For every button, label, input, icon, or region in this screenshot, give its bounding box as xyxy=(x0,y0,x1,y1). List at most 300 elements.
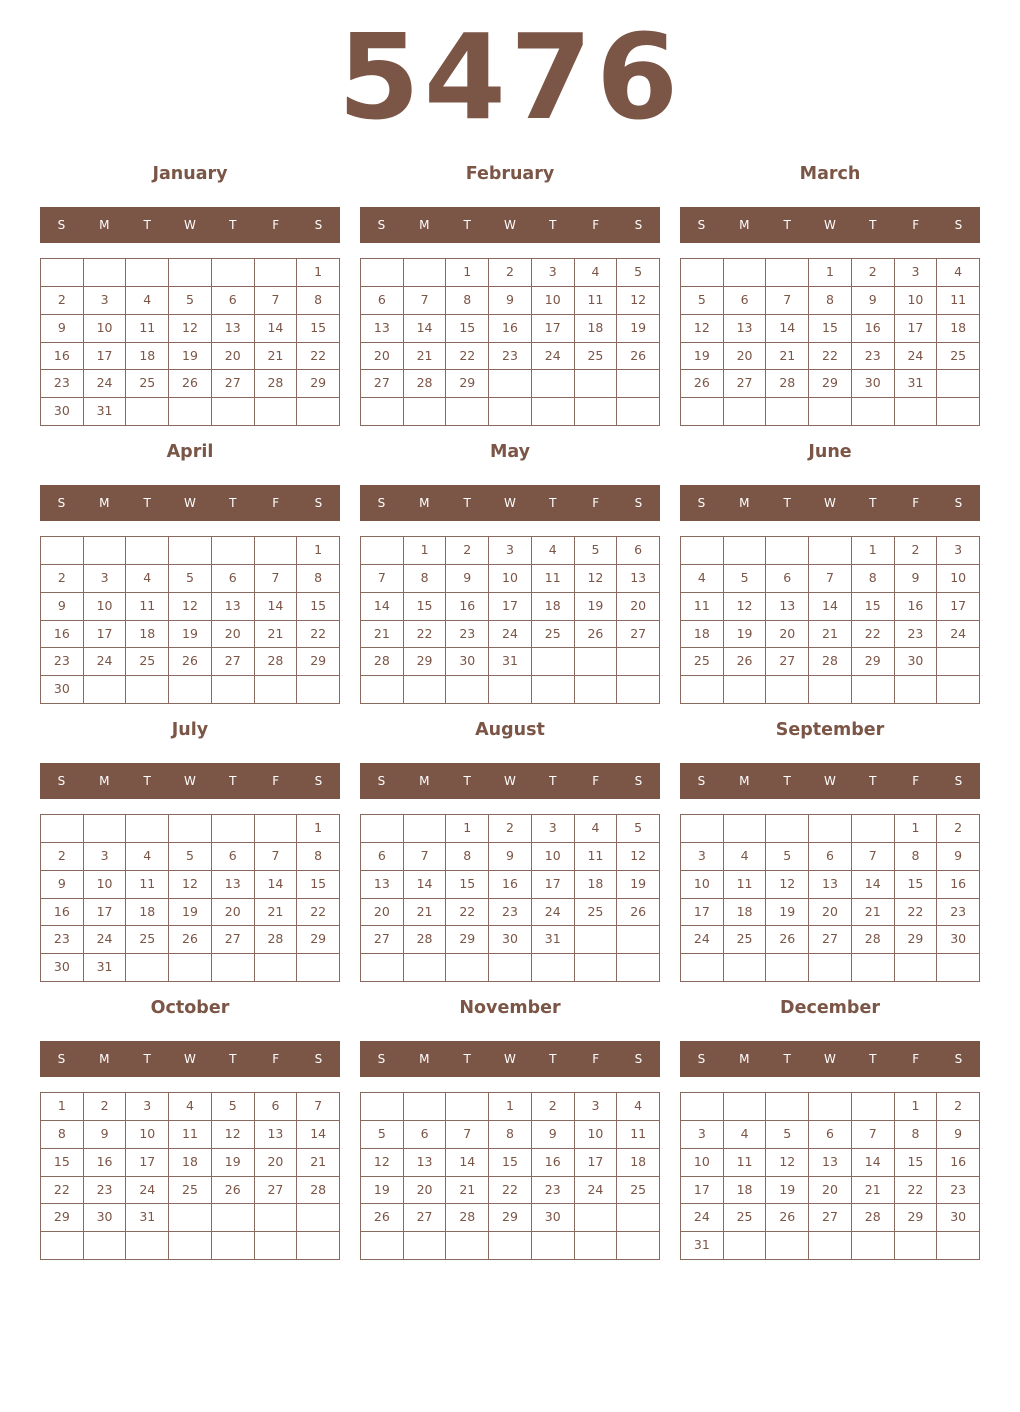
day-cell: 13 xyxy=(212,871,255,899)
weekday-label: S xyxy=(314,1052,323,1066)
day-cell: 26 xyxy=(766,1204,809,1232)
weekday-label: M xyxy=(739,218,750,232)
day-grid xyxy=(680,1092,980,1260)
day-cell: 1 xyxy=(489,1093,532,1121)
day-cell: 6 xyxy=(212,287,255,315)
empty-cell xyxy=(212,1232,255,1260)
day-cell: 21 xyxy=(766,343,809,371)
weekday-label: T xyxy=(783,1052,791,1066)
day-cell: 11 xyxy=(575,843,618,871)
day-cell: 25 xyxy=(169,1177,212,1205)
day-cell: 10 xyxy=(126,1121,169,1149)
empty-cell xyxy=(575,648,618,676)
day-cell: 1 xyxy=(41,1093,84,1121)
weekday-label: S xyxy=(57,496,66,510)
empty-cell xyxy=(575,1204,618,1232)
weekday-label: T xyxy=(463,1052,471,1066)
day-cell: 13 xyxy=(809,871,852,899)
day-cell: 30 xyxy=(852,370,895,398)
day-cell: 30 xyxy=(84,1204,127,1232)
day-cell: 24 xyxy=(681,1204,724,1232)
weekday-label: F xyxy=(912,1052,920,1066)
weekday-label: M xyxy=(99,496,110,510)
day-cell: 2 xyxy=(446,537,489,565)
day-cell: 3 xyxy=(532,815,575,843)
day-cell: 9 xyxy=(532,1121,575,1149)
day-cell: 3 xyxy=(84,843,127,871)
empty-cell xyxy=(446,676,489,704)
day-cell: 28 xyxy=(361,648,404,676)
day-cell: 12 xyxy=(766,871,809,899)
day-cell: 22 xyxy=(489,1177,532,1205)
day-cell: 5 xyxy=(766,843,809,871)
empty-cell xyxy=(681,1093,724,1121)
weekday-label: T xyxy=(463,774,471,788)
day-cell: 14 xyxy=(809,593,852,621)
day-cell: 6 xyxy=(212,843,255,871)
day-cell: 12 xyxy=(169,315,212,343)
day-cell: 11 xyxy=(126,315,169,343)
empty-cell xyxy=(852,1232,895,1260)
day-cell: 14 xyxy=(255,871,298,899)
empty-cell xyxy=(446,398,489,426)
empty-cell xyxy=(404,954,447,982)
empty-cell xyxy=(84,1232,127,1260)
weekday-label: M xyxy=(99,218,110,232)
empty-cell xyxy=(212,398,255,426)
day-cell: 9 xyxy=(446,565,489,593)
day-cell: 3 xyxy=(84,565,127,593)
day-cell: 24 xyxy=(681,926,724,954)
day-cell: 3 xyxy=(937,537,980,565)
day-cell: 27 xyxy=(212,926,255,954)
day-cell: 30 xyxy=(41,398,84,426)
empty-cell xyxy=(212,1204,255,1232)
day-cell: 4 xyxy=(724,1121,767,1149)
day-cell: 11 xyxy=(575,287,618,315)
day-cell: 9 xyxy=(489,287,532,315)
day-cell: 22 xyxy=(297,621,340,649)
day-cell: 27 xyxy=(809,1204,852,1232)
empty-cell xyxy=(361,954,404,982)
day-cell: 22 xyxy=(297,343,340,371)
day-cell: 23 xyxy=(937,899,980,927)
day-cell: 27 xyxy=(255,1177,298,1205)
day-cell: 13 xyxy=(617,565,660,593)
empty-cell xyxy=(617,1232,660,1260)
day-cell: 17 xyxy=(84,899,127,927)
day-cell: 2 xyxy=(852,259,895,287)
empty-cell xyxy=(681,537,724,565)
day-cell: 19 xyxy=(169,621,212,649)
day-cell: 26 xyxy=(681,370,724,398)
empty-cell xyxy=(169,676,212,704)
day-cell: 26 xyxy=(169,370,212,398)
day-cell: 16 xyxy=(41,899,84,927)
empty-cell xyxy=(361,259,404,287)
empty-cell xyxy=(361,1232,404,1260)
empty-cell xyxy=(937,1232,980,1260)
day-cell: 25 xyxy=(532,621,575,649)
empty-cell xyxy=(361,1093,404,1121)
empty-cell xyxy=(361,537,404,565)
empty-cell xyxy=(852,954,895,982)
day-cell: 29 xyxy=(297,370,340,398)
day-cell: 2 xyxy=(489,815,532,843)
day-cell: 17 xyxy=(532,871,575,899)
day-cell: 19 xyxy=(766,1177,809,1205)
empty-cell xyxy=(126,1232,169,1260)
day-cell: 13 xyxy=(766,593,809,621)
day-cell: 7 xyxy=(404,287,447,315)
empty-cell xyxy=(126,676,169,704)
empty-cell xyxy=(724,1232,767,1260)
empty-cell xyxy=(724,1093,767,1121)
empty-cell xyxy=(681,398,724,426)
day-cell: 27 xyxy=(361,370,404,398)
empty-cell xyxy=(532,370,575,398)
day-cell: 12 xyxy=(212,1121,255,1149)
day-cell: 20 xyxy=(766,621,809,649)
weekday-label: S xyxy=(634,1052,643,1066)
day-cell: 20 xyxy=(212,899,255,927)
day-cell: 6 xyxy=(766,565,809,593)
day-cell: 4 xyxy=(126,565,169,593)
day-cell: 14 xyxy=(404,871,447,899)
day-cell: 24 xyxy=(84,926,127,954)
day-cell: 2 xyxy=(895,537,938,565)
day-cell: 26 xyxy=(766,926,809,954)
day-cell: 28 xyxy=(297,1177,340,1205)
day-cell: 26 xyxy=(724,648,767,676)
day-cell: 21 xyxy=(404,343,447,371)
day-cell: 5 xyxy=(169,287,212,315)
day-cell: 16 xyxy=(41,343,84,371)
day-cell: 2 xyxy=(41,565,84,593)
day-cell: 31 xyxy=(84,398,127,426)
day-cell: 18 xyxy=(724,1177,767,1205)
empty-cell xyxy=(766,954,809,982)
empty-cell xyxy=(937,370,980,398)
day-cell: 25 xyxy=(617,1177,660,1205)
empty-cell xyxy=(361,398,404,426)
day-cell: 5 xyxy=(617,815,660,843)
day-cell: 24 xyxy=(937,621,980,649)
weekday-label: S xyxy=(954,1052,963,1066)
weekday-label: W xyxy=(504,774,516,788)
month-name: January xyxy=(152,164,228,184)
day-cell: 19 xyxy=(361,1177,404,1205)
day-cell: 4 xyxy=(681,565,724,593)
day-cell: 20 xyxy=(724,343,767,371)
day-cell: 1 xyxy=(404,537,447,565)
day-cell: 19 xyxy=(681,343,724,371)
day-cell: 13 xyxy=(404,1149,447,1177)
empty-cell xyxy=(809,815,852,843)
weekday-label: T xyxy=(549,1052,557,1066)
day-cell: 27 xyxy=(212,648,255,676)
day-cell: 10 xyxy=(681,871,724,899)
day-cell: 22 xyxy=(297,899,340,927)
day-cell: 7 xyxy=(255,287,298,315)
day-cell: 31 xyxy=(895,370,938,398)
weekday-header xyxy=(680,1041,980,1077)
day-cell: 2 xyxy=(41,287,84,315)
day-cell: 19 xyxy=(212,1149,255,1177)
day-cell: 12 xyxy=(617,843,660,871)
day-cell: 5 xyxy=(169,565,212,593)
day-cell: 1 xyxy=(895,1093,938,1121)
day-cell: 28 xyxy=(255,648,298,676)
weekday-label: T xyxy=(869,496,877,510)
weekday-label: M xyxy=(419,774,430,788)
weekday-label: S xyxy=(954,774,963,788)
day-grid xyxy=(40,1092,340,1260)
weekday-label: S xyxy=(377,496,386,510)
day-cell: 27 xyxy=(361,926,404,954)
day-cell: 31 xyxy=(489,648,532,676)
empty-cell xyxy=(852,815,895,843)
day-cell: 25 xyxy=(724,1204,767,1232)
day-cell: 30 xyxy=(489,926,532,954)
empty-cell xyxy=(84,259,127,287)
empty-cell xyxy=(126,537,169,565)
day-cell: 17 xyxy=(681,1177,724,1205)
empty-cell xyxy=(361,676,404,704)
day-cell: 22 xyxy=(41,1177,84,1205)
day-cell: 2 xyxy=(937,1093,980,1121)
day-cell: 1 xyxy=(446,815,489,843)
day-cell: 29 xyxy=(895,1204,938,1232)
empty-cell xyxy=(169,537,212,565)
day-cell: 19 xyxy=(766,899,809,927)
empty-cell xyxy=(212,954,255,982)
day-cell: 11 xyxy=(724,871,767,899)
empty-cell xyxy=(681,954,724,982)
day-cell: 13 xyxy=(809,1149,852,1177)
day-cell: 6 xyxy=(361,843,404,871)
weekday-label: T xyxy=(229,1052,237,1066)
day-cell: 19 xyxy=(169,343,212,371)
weekday-label: M xyxy=(739,1052,750,1066)
month-name: July xyxy=(171,720,209,740)
day-cell: 7 xyxy=(809,565,852,593)
weekday-label: T xyxy=(143,218,151,232)
empty-cell xyxy=(169,1204,212,1232)
weekday-label: S xyxy=(697,496,706,510)
day-cell: 6 xyxy=(255,1093,298,1121)
day-cell: 10 xyxy=(84,593,127,621)
empty-cell xyxy=(41,815,84,843)
day-cell: 27 xyxy=(809,926,852,954)
day-cell: 18 xyxy=(169,1149,212,1177)
weekday-header xyxy=(40,207,340,243)
day-cell: 29 xyxy=(297,926,340,954)
weekday-label: T xyxy=(549,496,557,510)
day-cell: 28 xyxy=(766,370,809,398)
day-cell: 25 xyxy=(126,926,169,954)
empty-cell xyxy=(617,954,660,982)
day-cell: 8 xyxy=(852,565,895,593)
weekday-label: S xyxy=(377,774,386,788)
weekday-label: W xyxy=(824,1052,836,1066)
day-cell: 5 xyxy=(617,259,660,287)
empty-cell xyxy=(681,259,724,287)
day-cell: 20 xyxy=(404,1177,447,1205)
day-cell: 7 xyxy=(404,843,447,871)
day-cell: 25 xyxy=(937,343,980,371)
day-cell: 11 xyxy=(169,1121,212,1149)
weekday-header xyxy=(680,763,980,799)
day-cell: 3 xyxy=(84,287,127,315)
day-cell: 24 xyxy=(84,648,127,676)
empty-cell xyxy=(446,1093,489,1121)
weekday-label: M xyxy=(419,1052,430,1066)
empty-cell xyxy=(575,398,618,426)
empty-cell xyxy=(404,815,447,843)
empty-cell xyxy=(575,954,618,982)
day-cell: 16 xyxy=(84,1149,127,1177)
day-cell: 31 xyxy=(532,926,575,954)
weekday-label: S xyxy=(314,218,323,232)
empty-cell xyxy=(617,398,660,426)
day-cell: 29 xyxy=(809,370,852,398)
day-cell: 24 xyxy=(532,899,575,927)
weekday-label: S xyxy=(954,496,963,510)
day-cell: 23 xyxy=(84,1177,127,1205)
day-cell: 8 xyxy=(895,1121,938,1149)
day-cell: 29 xyxy=(446,370,489,398)
day-cell: 27 xyxy=(766,648,809,676)
weekday-header xyxy=(40,1041,340,1077)
day-cell: 3 xyxy=(532,259,575,287)
day-cell: 2 xyxy=(84,1093,127,1121)
day-cell: 15 xyxy=(446,871,489,899)
empty-cell xyxy=(809,1093,852,1121)
day-cell: 8 xyxy=(446,843,489,871)
weekday-label: S xyxy=(377,1052,386,1066)
day-cell: 10 xyxy=(532,843,575,871)
day-cell: 11 xyxy=(681,593,724,621)
empty-cell xyxy=(766,398,809,426)
weekday-label: F xyxy=(272,774,280,788)
empty-cell xyxy=(681,815,724,843)
empty-cell xyxy=(809,1232,852,1260)
day-cell: 23 xyxy=(489,343,532,371)
day-grid xyxy=(40,814,340,982)
weekday-label: T xyxy=(229,218,237,232)
weekday-label: T xyxy=(783,218,791,232)
month-name: April xyxy=(166,442,214,462)
day-cell: 7 xyxy=(766,287,809,315)
day-cell: 23 xyxy=(446,621,489,649)
day-cell: 22 xyxy=(895,899,938,927)
empty-cell xyxy=(617,370,660,398)
weekday-label: F xyxy=(592,1052,600,1066)
day-cell: 18 xyxy=(126,621,169,649)
weekday-label: T xyxy=(549,218,557,232)
weekday-label: W xyxy=(824,218,836,232)
empty-cell xyxy=(255,815,298,843)
weekday-label: M xyxy=(99,774,110,788)
day-cell: 17 xyxy=(126,1149,169,1177)
day-cell: 4 xyxy=(937,259,980,287)
month-name: May xyxy=(489,442,531,462)
day-cell: 28 xyxy=(404,926,447,954)
empty-cell xyxy=(489,370,532,398)
day-cell: 30 xyxy=(895,648,938,676)
day-cell: 4 xyxy=(126,287,169,315)
day-cell: 21 xyxy=(852,1177,895,1205)
empty-cell xyxy=(617,676,660,704)
day-cell: 30 xyxy=(532,1204,575,1232)
empty-cell xyxy=(895,398,938,426)
month-name: March xyxy=(799,164,861,184)
day-cell: 24 xyxy=(489,621,532,649)
day-cell: 3 xyxy=(681,1121,724,1149)
day-cell: 22 xyxy=(404,621,447,649)
day-cell: 8 xyxy=(404,565,447,593)
day-cell: 18 xyxy=(724,899,767,927)
day-grid xyxy=(680,536,980,704)
day-cell: 18 xyxy=(617,1149,660,1177)
day-cell: 25 xyxy=(126,648,169,676)
empty-cell xyxy=(575,926,618,954)
day-cell: 19 xyxy=(617,315,660,343)
day-cell: 16 xyxy=(895,593,938,621)
empty-cell xyxy=(297,676,340,704)
weekday-label: T xyxy=(869,1052,877,1066)
day-cell: 19 xyxy=(724,621,767,649)
day-cell: 16 xyxy=(41,621,84,649)
empty-cell xyxy=(766,259,809,287)
day-cell: 29 xyxy=(446,926,489,954)
day-cell: 6 xyxy=(212,565,255,593)
empty-cell xyxy=(212,815,255,843)
weekday-label: T xyxy=(143,496,151,510)
day-grid xyxy=(40,258,340,426)
empty-cell xyxy=(852,1093,895,1121)
empty-cell xyxy=(852,676,895,704)
day-cell: 10 xyxy=(84,315,127,343)
empty-cell xyxy=(766,1232,809,1260)
empty-cell xyxy=(809,398,852,426)
day-cell: 10 xyxy=(532,287,575,315)
day-cell: 17 xyxy=(84,343,127,371)
weekday-label: S xyxy=(634,496,643,510)
empty-cell xyxy=(575,676,618,704)
day-cell: 15 xyxy=(41,1149,84,1177)
day-cell: 25 xyxy=(681,648,724,676)
empty-cell xyxy=(255,676,298,704)
empty-cell xyxy=(84,676,127,704)
day-cell: 6 xyxy=(404,1121,447,1149)
day-cell: 15 xyxy=(489,1149,532,1177)
day-cell: 20 xyxy=(361,899,404,927)
empty-cell xyxy=(404,1232,447,1260)
day-cell: 23 xyxy=(489,899,532,927)
day-cell: 22 xyxy=(895,1177,938,1205)
empty-cell xyxy=(126,954,169,982)
day-cell: 10 xyxy=(937,565,980,593)
day-cell: 8 xyxy=(489,1121,532,1149)
empty-cell xyxy=(937,398,980,426)
day-cell: 5 xyxy=(681,287,724,315)
day-cell: 9 xyxy=(937,843,980,871)
day-cell: 22 xyxy=(852,621,895,649)
day-cell: 7 xyxy=(297,1093,340,1121)
day-cell: 26 xyxy=(575,621,618,649)
